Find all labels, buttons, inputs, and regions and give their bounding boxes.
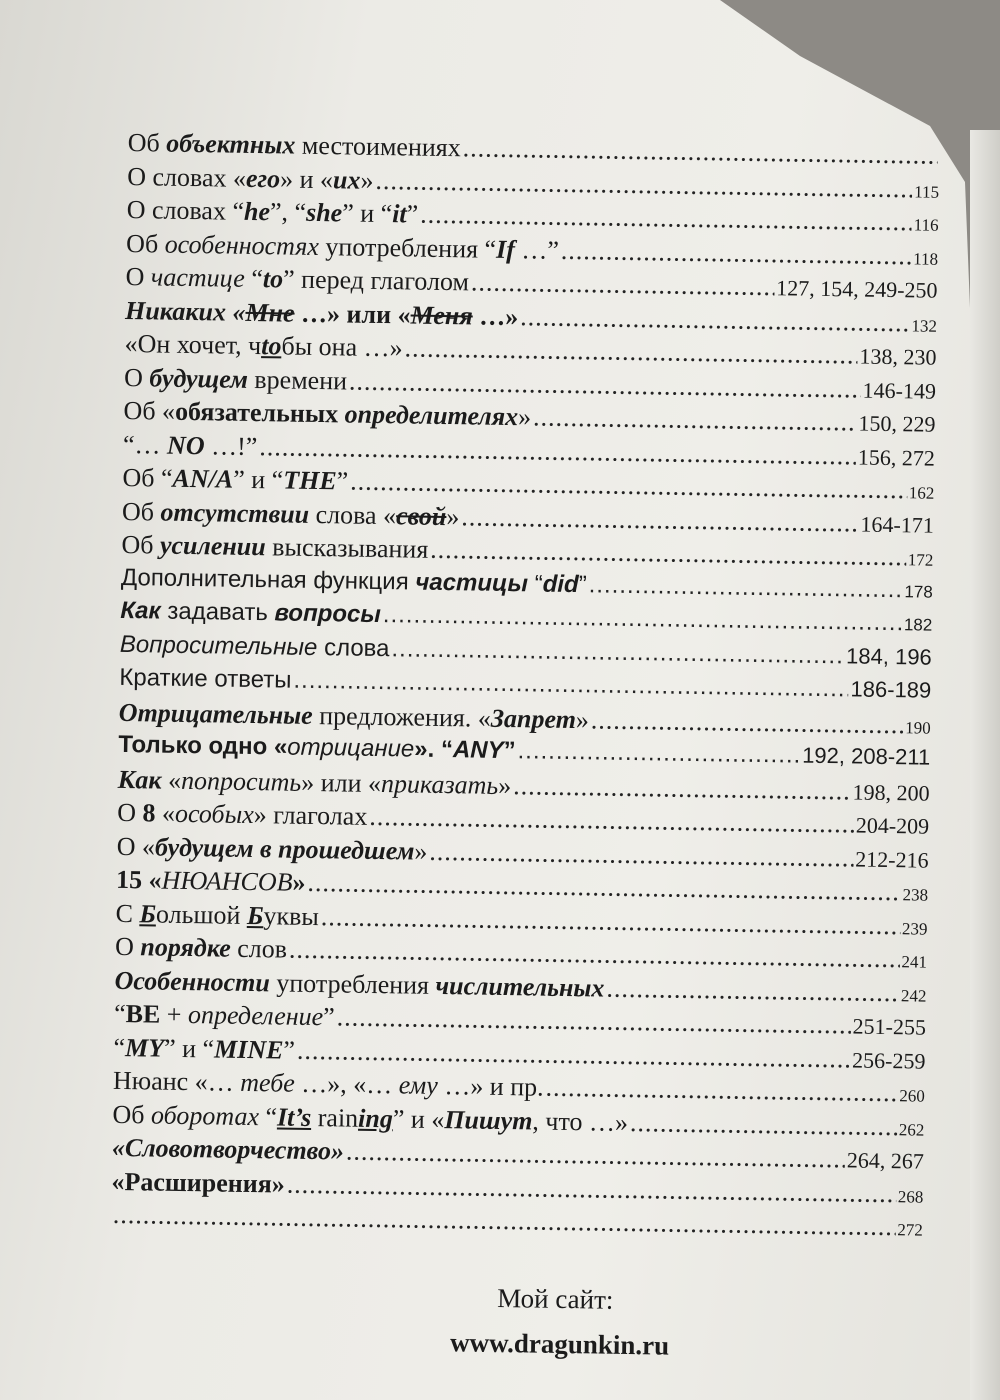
toc-title xyxy=(128,128,461,163)
toc-page-number: 178 xyxy=(904,581,933,602)
toc-title-part: частицы xyxy=(415,568,529,597)
leader-dots xyxy=(346,1137,845,1175)
toc-title xyxy=(127,161,374,195)
toc-title-part: «Он хочет, ч xyxy=(124,328,262,361)
toc-title-part: Об « xyxy=(123,395,176,426)
toc-title-part: ” xyxy=(578,570,587,598)
toc-page-number: 132 xyxy=(911,315,938,336)
toc-page-number: 264, 267 xyxy=(846,1147,925,1174)
toc-title-part: тебе xyxy=(239,1067,296,1098)
toc-title-part: ». “ xyxy=(414,735,454,764)
toc-title-part: » xyxy=(498,770,512,800)
toc-title-part: …», «… xyxy=(294,1068,400,1100)
toc-title xyxy=(118,731,516,765)
toc-title-part: “… xyxy=(122,429,168,460)
toc-page-number: 162 xyxy=(908,483,935,503)
toc-title xyxy=(122,496,460,531)
toc-title xyxy=(119,664,292,695)
leader-dots xyxy=(430,535,906,572)
toc-title-part: отрицание xyxy=(287,733,415,763)
toc-title-part: Никаких « xyxy=(124,295,246,327)
toc-page-number: 212-216 xyxy=(855,846,929,873)
toc-title-part: приказать xyxy=(380,768,499,800)
toc-title-part: Об xyxy=(127,128,167,158)
toc-title-part: слова « xyxy=(308,499,397,530)
toc-title-part: употребления “ xyxy=(318,231,497,264)
toc-title-part: употребления xyxy=(269,967,436,1000)
toc-title-part: обязательных xyxy=(174,396,339,429)
toc-title-part: » или « xyxy=(300,767,382,798)
toc-title-part: Только одно « xyxy=(118,730,288,761)
toc-title xyxy=(121,530,428,565)
toc-title xyxy=(111,1166,285,1199)
toc-title-part: MY xyxy=(124,1032,165,1063)
leader-dots xyxy=(369,802,854,840)
leader-dots xyxy=(513,771,851,806)
toc-title-part: ему xyxy=(398,1070,439,1100)
toc-title-part: О xyxy=(117,797,143,828)
toc-title-part: 8 xyxy=(142,798,156,828)
leader-dots xyxy=(591,705,904,740)
toc-title-part: “ xyxy=(258,1101,278,1131)
page-footer xyxy=(0,1275,1000,1367)
toc-title xyxy=(123,429,258,461)
toc-page-number: 242 xyxy=(900,985,927,1006)
toc-page-number: 127, 154, 249-250 xyxy=(776,275,938,303)
toc-title-part: 15 « xyxy=(115,864,162,895)
toc-title xyxy=(113,1066,544,1103)
toc-title-part: …!” xyxy=(204,430,258,461)
toc-title xyxy=(118,764,512,800)
leader-dots xyxy=(429,836,853,873)
leader-dots xyxy=(630,1108,897,1142)
toc-title-part: …» и пр. xyxy=(437,1070,544,1102)
toc-title-part: THE xyxy=(282,465,337,496)
toc-title-part: Б xyxy=(139,898,157,929)
toc-title-part: » xyxy=(575,704,590,734)
toc-page-number: 268 xyxy=(897,1186,924,1207)
toc-title-part: определителях xyxy=(344,399,519,432)
page-edge xyxy=(970,130,1000,1400)
toc-page-number: 251-255 xyxy=(852,1013,927,1040)
toc-title-part: О словах “ xyxy=(126,194,245,226)
toc-title-part: С xyxy=(115,898,140,928)
toc-page-number: 164-171 xyxy=(860,511,935,538)
site-label: Мой сайт: xyxy=(497,1282,614,1315)
toc-title xyxy=(120,630,390,662)
toc-title xyxy=(121,563,587,598)
toc-title-part: Об xyxy=(112,1099,152,1129)
toc-title xyxy=(117,798,368,832)
toc-page-number: 186-189 xyxy=(850,676,932,703)
toc-title-part: « xyxy=(155,798,176,828)
toc-title-part: it xyxy=(391,199,407,229)
toc-title-part: Особенности xyxy=(114,965,271,997)
toc-title-part: попросить xyxy=(180,765,302,797)
toc-title-part: числительных xyxy=(435,970,605,1003)
toc-title-part: ольшой xyxy=(155,899,248,930)
toc-title-part: О xyxy=(123,362,150,392)
leader-dots xyxy=(463,133,938,170)
toc-title xyxy=(122,463,348,497)
toc-title xyxy=(116,831,427,866)
toc-title-part: “ xyxy=(113,1032,126,1062)
toc-title-part: Краткие ответы xyxy=(119,663,292,694)
toc-page-number: 156, 272 xyxy=(857,444,936,471)
toc-title xyxy=(124,329,402,363)
leader-dots xyxy=(404,333,857,370)
toc-title-part: Запрет xyxy=(490,703,577,734)
toc-title-part: будущем xyxy=(149,362,249,394)
toc-title-part: Дополнительная функция xyxy=(120,563,416,596)
toc-page-number: 172 xyxy=(907,550,934,570)
toc-title xyxy=(123,396,531,432)
toc-title-part: порядке xyxy=(140,932,231,963)
toc-title-part: Нюанс «… xyxy=(112,1065,241,1097)
toc-title-part: предложения. « xyxy=(312,700,492,733)
toc-title xyxy=(112,1133,344,1167)
toc-title-part: he xyxy=(243,196,271,227)
toc-title xyxy=(114,999,335,1032)
toc-title-part: ” перед глаголом xyxy=(282,264,470,297)
toc-title-part: «Расширения» xyxy=(111,1166,286,1199)
toc-page-number: 241 xyxy=(901,952,928,972)
toc-title-part: особенностях xyxy=(164,229,320,261)
toc-title-part: О xyxy=(125,261,152,292)
toc-title-part: ” xyxy=(503,736,516,765)
toc-title-part: особых xyxy=(174,798,255,830)
toc-title-part: MINE xyxy=(213,1033,284,1065)
toc-title-part: его xyxy=(245,163,281,193)
toc-title-part: уквы xyxy=(263,900,320,931)
toc-title-part: ” и “ xyxy=(163,1033,215,1063)
toc-title-part: местоимениях xyxy=(295,130,461,163)
toc-title-part: «Словотворчество» xyxy=(111,1132,345,1166)
toc-page-number: 146-149 xyxy=(862,377,937,404)
toc-title xyxy=(115,898,319,931)
toc-title-part: их xyxy=(332,164,361,195)
toc-title xyxy=(113,1032,295,1065)
toc-title-part: …» или « xyxy=(294,298,411,329)
toc-title-part: ” и “ xyxy=(233,464,284,495)
toc-title-part: будущем в прошедшем xyxy=(154,832,415,866)
toc-title-part: » и « xyxy=(279,163,334,194)
toc-title xyxy=(126,228,559,265)
toc-title-part: » xyxy=(292,867,306,897)
toc-title-part: НЮАНСОВ xyxy=(161,865,293,897)
toc-title-part: » глаголах xyxy=(253,800,368,831)
toc-title-part: Об xyxy=(121,529,161,560)
toc-page-number: 115 xyxy=(914,181,940,202)
table-of-contents xyxy=(111,128,940,1246)
leader-dots xyxy=(545,1073,897,1109)
toc-title-part: did xyxy=(542,570,579,598)
toc-page-number: 184, 196 xyxy=(845,642,932,670)
leader-dots xyxy=(606,973,899,1008)
toc-title xyxy=(126,195,418,230)
toc-title-part: rain xyxy=(311,1102,359,1133)
toc-title xyxy=(125,295,519,331)
site-url: www.dragunkin.ru xyxy=(449,1327,670,1361)
toc-title-part: Об xyxy=(121,496,161,527)
toc-page-number: 239 xyxy=(901,918,928,939)
toc-title-part: ” xyxy=(406,199,419,229)
toc-title-part: « xyxy=(161,765,182,795)
toc-page-number: 256-259 xyxy=(851,1046,926,1074)
toc-title-part: задавать xyxy=(160,597,275,627)
toc-title-part: to xyxy=(262,264,284,294)
toc-title-part: Пишут xyxy=(444,1104,533,1135)
toc-title-part: Вопросительные xyxy=(119,630,318,661)
leader-dots xyxy=(391,635,844,670)
toc-title-part: If xyxy=(495,234,516,264)
toc-title-part: Как xyxy=(120,596,161,625)
leader-dots xyxy=(533,402,857,437)
leader-dots xyxy=(520,302,910,338)
toc-title-part: + xyxy=(160,999,189,1030)
toc-title xyxy=(125,262,469,297)
toc-page-number: 262 xyxy=(898,1119,925,1140)
toc-title-part: ANY xyxy=(452,736,504,764)
toc-title-part: “ xyxy=(244,263,264,294)
toc-title-part: Мне xyxy=(245,297,295,328)
toc-title-part: » xyxy=(446,501,460,531)
toc-title-part: AN/A xyxy=(172,463,234,494)
toc-title-part: слов xyxy=(230,933,288,964)
toc-title-part: О xyxy=(114,931,141,962)
toc-title-part: свой xyxy=(395,500,447,531)
toc-title xyxy=(115,932,287,965)
toc-title-part: частице xyxy=(150,262,246,293)
toc-title xyxy=(120,597,381,629)
leader-dots xyxy=(461,502,859,538)
toc-title-part: ” и “ xyxy=(341,198,393,229)
toc-title-part: объектных xyxy=(166,128,296,160)
toc-page-number: 204-209 xyxy=(855,812,930,839)
leader-dots xyxy=(588,571,902,604)
toc-title-part: to xyxy=(261,331,282,361)
toc-page-number: 198, 200 xyxy=(852,778,930,806)
toc-title-part: Отрицательные xyxy=(118,697,313,730)
toc-title-part: О « xyxy=(116,831,156,862)
leader-dots xyxy=(471,267,775,302)
toc-title xyxy=(119,697,590,734)
toc-title-part: ” xyxy=(322,1002,335,1032)
toc-title-part: “ xyxy=(527,569,543,598)
toc-title xyxy=(114,965,604,1003)
toc-title-part: О словах « xyxy=(127,161,247,193)
toc-page-number: 116 xyxy=(913,215,939,235)
toc-title-part: “ xyxy=(113,998,126,1029)
toc-title-part: Об xyxy=(125,228,165,259)
toc-title-part: , что …» xyxy=(532,1105,629,1137)
toc-title-part: …» xyxy=(472,300,519,331)
toc-title-part: ” xyxy=(336,466,349,496)
toc-title-part: BE xyxy=(125,999,161,1029)
toc-title-part: бы она …» xyxy=(281,331,403,363)
toc-page-number: 118 xyxy=(913,248,939,269)
toc-title-part: ”, “ xyxy=(269,197,307,227)
toc-page-number: 272 xyxy=(897,1220,923,1240)
toc-title-part: » xyxy=(517,402,532,432)
toc-page-number: 138, 230 xyxy=(859,343,937,370)
leader-dots xyxy=(561,235,912,270)
toc-title-part: Как xyxy=(117,764,162,795)
toc-page-number: 192, 208-211 xyxy=(801,742,931,770)
toc-title-part: усилении xyxy=(159,530,266,562)
toc-page-number: 190 xyxy=(905,717,931,738)
toc-title-part: определение xyxy=(187,1000,324,1032)
toc-title-part: NO xyxy=(166,430,205,460)
toc-page-number: 260 xyxy=(899,1086,926,1106)
toc-title-part: слова xyxy=(317,633,390,662)
toc-title-part: отсутствии xyxy=(160,497,310,529)
toc-title-part: высказывания xyxy=(265,532,429,564)
toc-title-part: ” xyxy=(283,1035,296,1065)
toc-title-part: Б xyxy=(246,900,264,930)
toc-title-part: It’s xyxy=(276,1101,312,1132)
toc-title-part: » xyxy=(360,165,374,195)
toc-title-part: » xyxy=(414,836,428,866)
toc-title-part: ” и « xyxy=(392,1103,445,1134)
toc-title-part: вопросы xyxy=(274,599,382,629)
toc-title-part: оборотах xyxy=(150,1099,260,1131)
toc-title-part: Меня xyxy=(410,299,473,330)
toc-title-part: she xyxy=(305,197,343,228)
toc-page-number: 150, 229 xyxy=(858,410,936,437)
toc-title-part: Об “ xyxy=(122,462,173,493)
toc-title xyxy=(116,865,306,898)
leader-dots xyxy=(517,737,800,769)
toc-title-part: …” xyxy=(514,234,560,265)
toc-page-number: 182 xyxy=(903,615,933,635)
toc-page-number: 238 xyxy=(902,885,929,905)
toc-title-part: времени xyxy=(247,364,348,395)
leader-dots xyxy=(420,200,912,238)
toc-title xyxy=(124,362,347,395)
toc-title-part: ing xyxy=(357,1103,394,1133)
